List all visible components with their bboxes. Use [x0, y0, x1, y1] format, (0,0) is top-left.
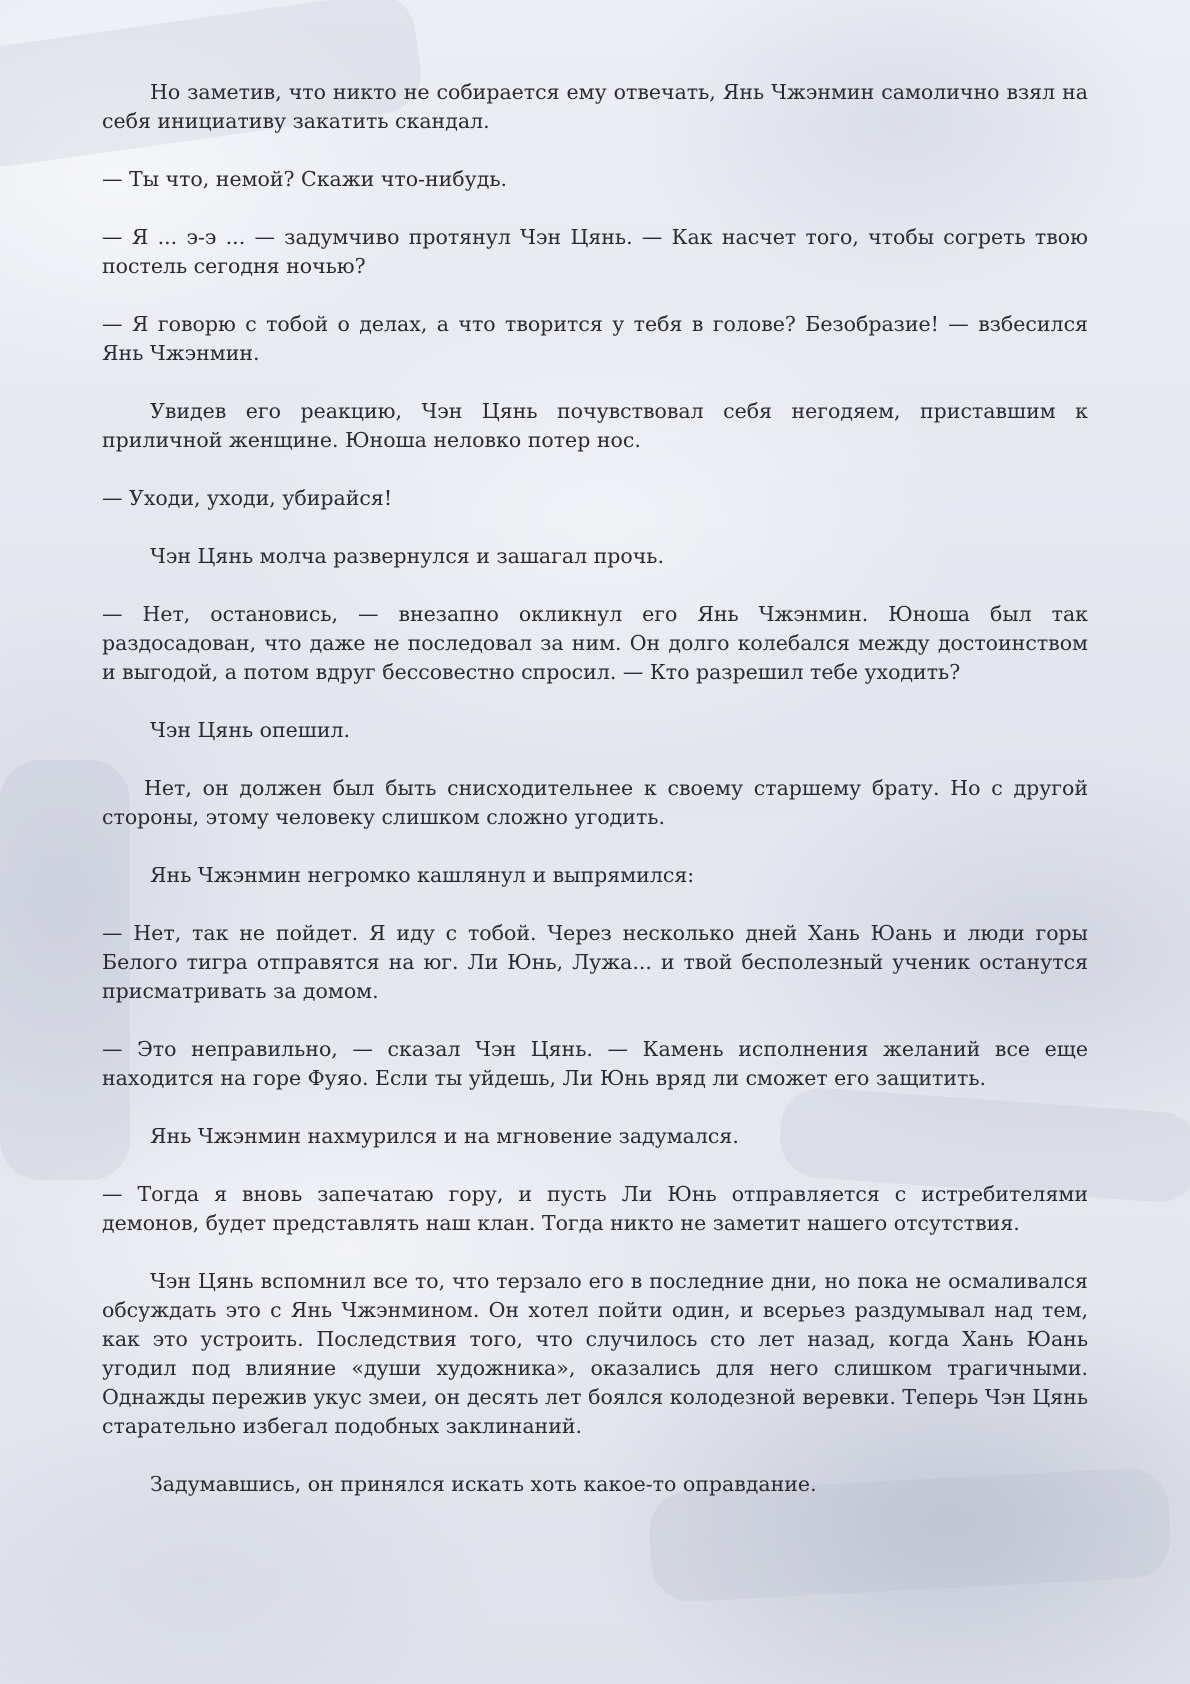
- paragraph: — Нет, так не пойдет. Я иду с тобой. Через несколько дней Хань Юань и люди горы Белого тигра отправятся на юг. Ли Юнь, Лужа... и твой бесполезный ученик останутся присматривать за домом.: [102, 921, 1088, 1003]
- paragraph: Чэн Цянь молча развернулся и зашагал прочь.: [150, 544, 664, 568]
- paragraph: Янь Чжэнмин нахмурился и на мгновение задумался.: [150, 1124, 739, 1148]
- paragraph: — Это неправильно, — сказал Чэн Цянь. — Камень исполнения желаний все еще находится на горе Фуяо. Если ты уйдешь, Ли Юнь вряд ли сможет его защитить.: [102, 1037, 1088, 1090]
- paragraph: — Ты что, немой? Скажи что-нибудь.: [102, 167, 507, 191]
- story-text: [102, 78, 1088, 1528]
- paragraph: Увидев его реакцию, Чэн Цянь почувствовал себя негодяем, приставшим к приличной женщине. Юноша неловко потер нос.: [102, 399, 1088, 452]
- paragraph: — Я ... э-э ... — задумчиво протянул Чэн Цянь. — Как насчет того, чтобы согреть твою постель сегодня ночью?: [102, 225, 1088, 278]
- paragraph: Задумавшись, он принялся искать хоть какое-то оправдание.: [150, 1472, 817, 1496]
- paragraph: Но заметив, что никто не собирается ему отвечать, Янь Чжэнмин самолично взял на себя инициативу закатить скандал.: [102, 80, 1088, 133]
- paragraph: Чэн Цянь опешил.: [150, 718, 351, 742]
- paragraph: — Нет, остановись, — внезапно окликнул его Янь Чжэнмин. Юноша был так раздосадован, что даже не последовал за ним. Он долго колебался между достоинством и выгодой, а потом вдруг бессовестно спросил. — Кто разрешил тебе уходить?: [102, 602, 1088, 684]
- paragraph: — Тогда я вновь запечатаю гору, и пусть Ли Юнь отправляется с истребителями демонов, будет представлять наш клан. Тогда никто не заметит нашего отсутствия.: [102, 1182, 1088, 1235]
- paragraph: Нет, он должен был быть снисходительнее к своему старшему брату. Но с другой стороны, этому человеку слишком сложно угодить.: [102, 776, 1088, 829]
- paragraph: — Я говорю с тобой о делах, а что творится у тебя в голове? Безобразие! — взбесился Янь Чжэнмин.: [102, 312, 1088, 365]
- paragraph: Янь Чжэнмин негромко кашлянул и выпрямился:: [150, 863, 695, 887]
- paragraph: — Уходи, уходи, убирайся!: [102, 486, 393, 510]
- paragraph: Чэн Цянь вспомнил все то, что терзало его в последние дни, но пока не осмаливался обсуждать это с Янь Чжэнмином. Он хотел пойти один, и всерьез раздумывал над тем, как это устроить. Последствия того, что случилось сто лет назад, когда Хань Юань угодил под влияние «души художника», оказались для него слишком трагичными. Однажды пережив укус змеи, он десять лет боялся колодезной веревки. Теперь Чэн Цянь старательно избегал подобных заклинаний.: [102, 1269, 1088, 1438]
